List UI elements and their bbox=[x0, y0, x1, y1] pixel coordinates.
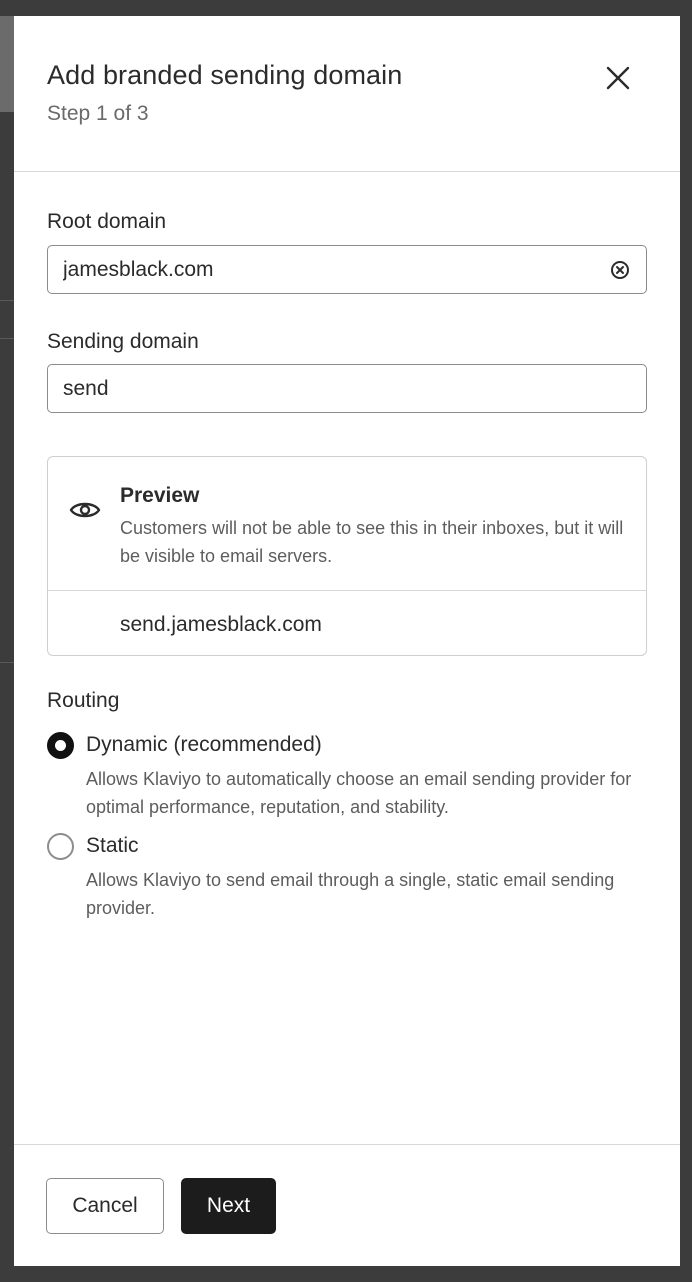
root-domain-label: Root domain bbox=[47, 210, 167, 233]
backdrop-divider bbox=[0, 338, 14, 339]
radio-dynamic[interactable] bbox=[47, 732, 74, 759]
sending-domain-label: Sending domain bbox=[47, 330, 199, 353]
routing-option-title: Static bbox=[86, 834, 139, 857]
root-domain-input[interactable] bbox=[47, 245, 647, 294]
clear-root-domain-button[interactable] bbox=[608, 258, 632, 282]
preview-divider bbox=[48, 590, 646, 591]
backdrop-header-band bbox=[0, 16, 14, 112]
preview-description: Customers will not be able to see this in their inboxes, but it will be visible to email servers. bbox=[120, 518, 624, 566]
backdrop-divider bbox=[0, 300, 14, 301]
preview-card bbox=[47, 456, 647, 656]
routing-option-description: Allows Klaviyo to automatically choose an email sending provider for optimal performance, reputation, and stability. bbox=[86, 769, 632, 817]
cancel-button[interactable]: Cancel bbox=[46, 1178, 164, 1234]
close-button[interactable] bbox=[600, 60, 636, 96]
header-divider bbox=[14, 171, 680, 172]
modal-title: Add branded sending domain bbox=[47, 60, 403, 90]
step-indicator: Step 1 of 3 bbox=[47, 102, 149, 125]
footer-divider bbox=[14, 1144, 680, 1145]
routing-option-dynamic[interactable] bbox=[47, 732, 647, 822]
routing-option-static[interactable] bbox=[47, 833, 647, 923]
clear-circle-icon bbox=[610, 260, 630, 280]
eye-icon bbox=[69, 499, 101, 521]
close-icon bbox=[605, 65, 631, 91]
backdrop-divider bbox=[0, 662, 14, 663]
sending-domain-input[interactable] bbox=[47, 364, 647, 413]
next-button[interactable]: Next bbox=[181, 1178, 276, 1234]
preview-domain-value: send.jamesblack.com bbox=[120, 613, 322, 636]
modal-header bbox=[14, 16, 680, 172]
routing-option-description: Allows Klaviyo to send email through a single, static email sending provider. bbox=[86, 870, 615, 918]
routing-label: Routing bbox=[47, 689, 120, 712]
preview-title: Preview bbox=[120, 484, 200, 507]
preview-eye-wrapper bbox=[68, 493, 102, 527]
routing-option-title: Dynamic (recommended) bbox=[86, 733, 322, 756]
radio-static[interactable] bbox=[47, 833, 74, 860]
add-sending-domain-modal bbox=[14, 16, 680, 1266]
